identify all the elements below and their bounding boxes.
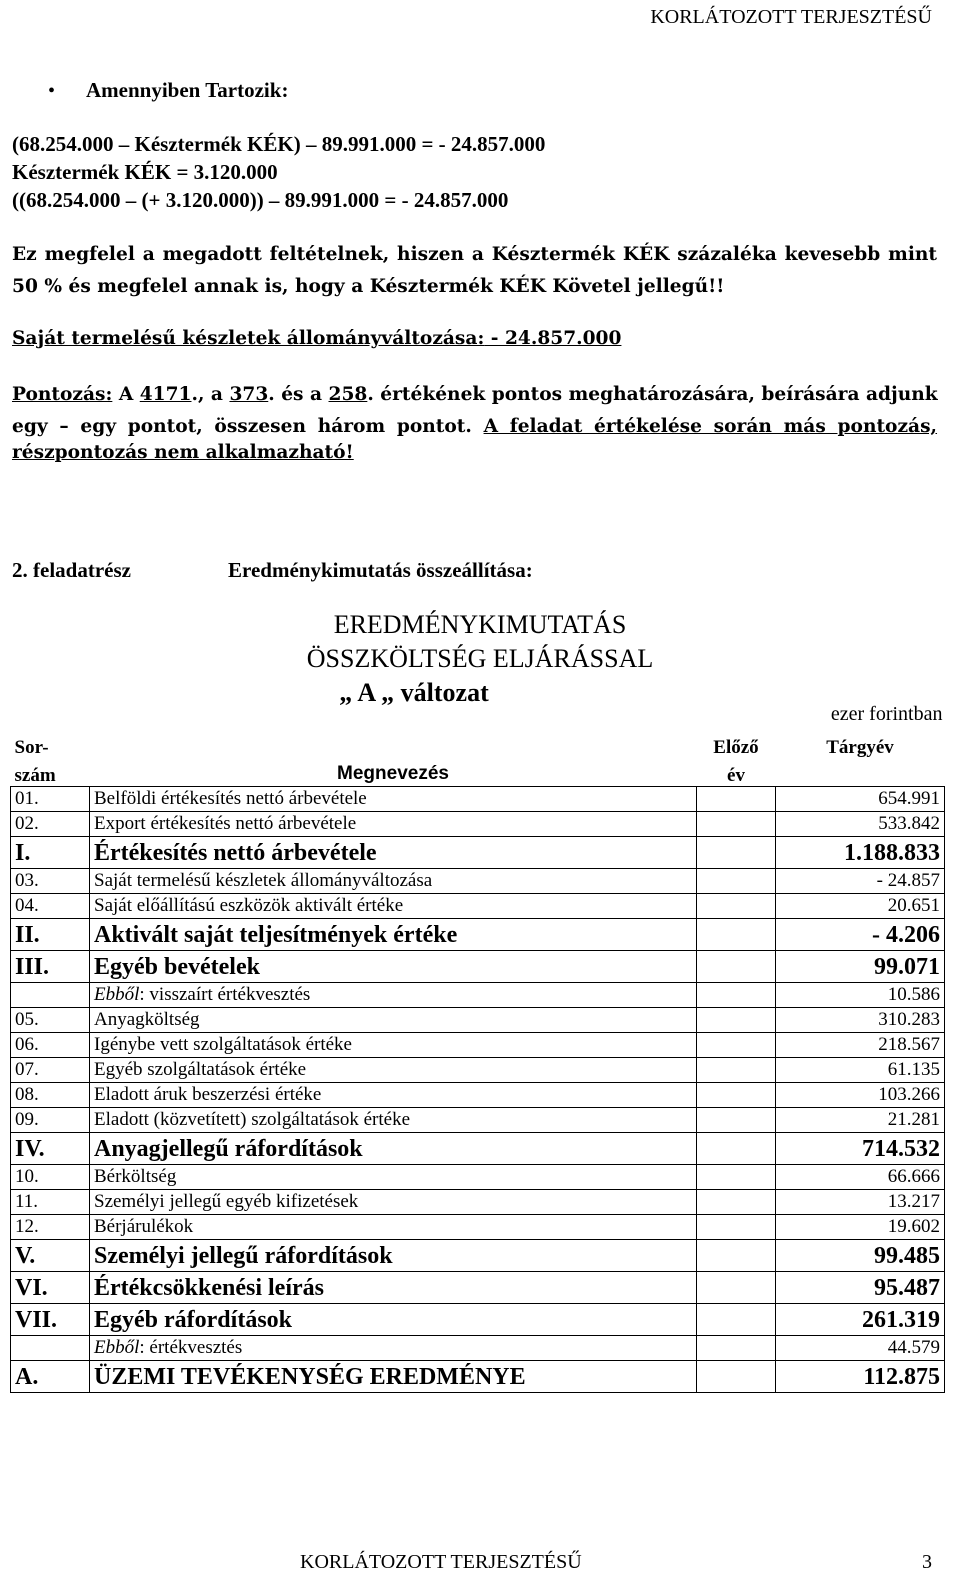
row-code: 08. [11, 1083, 90, 1108]
row-name-rest: : visszaírt értékvesztés [139, 984, 311, 1005]
row-code: VII. [11, 1304, 90, 1336]
row-cur-value: 261.319 [776, 1304, 945, 1336]
table-header-row [11, 736, 945, 787]
row-name: Értékcsökkenési leírás [90, 1272, 697, 1304]
stock-change-line [12, 328, 621, 349]
row-prev-value [697, 951, 776, 983]
row-name: Személyi jellegű ráfordítások [90, 1240, 697, 1272]
table-row [11, 787, 945, 812]
scoring-line-2a: egy – egy pontot, összesen három pontot. [12, 416, 484, 437]
row-code: 02. [11, 812, 90, 837]
row-code: III. [11, 951, 90, 983]
scoring-line-3 [12, 442, 354, 463]
row-prev-value [697, 1361, 776, 1393]
table-row [11, 1033, 945, 1058]
scoring-line-3-text: részpontozás nem alkalmazható! [12, 442, 354, 463]
scoring-prefix: A [112, 384, 140, 405]
table-row [11, 1336, 945, 1361]
row-cur-value: 10.586 [776, 983, 945, 1008]
table-row [11, 812, 945, 837]
row-cur-value: 99.485 [776, 1240, 945, 1272]
section-name: Eredménykimutatás összeállítása: [228, 558, 533, 582]
row-name: Eladott (közvetített) szolgáltatások értéke [90, 1108, 697, 1133]
row-code: I. [11, 837, 90, 869]
bullet-icon: • [48, 80, 56, 102]
row-cur-value: 310.283 [776, 1008, 945, 1033]
income-statement-table [10, 703, 945, 1393]
row-code [11, 1336, 90, 1361]
stock-change-label: Saját termelésű készletek állományváltozása: [12, 328, 485, 349]
row-cur-value: 19.602 [776, 1215, 945, 1240]
row-prev-value [697, 1133, 776, 1165]
row-code: VI. [11, 1272, 90, 1304]
row-name [90, 983, 697, 1008]
row-cur-value: 95.487 [776, 1272, 945, 1304]
row-name: Értékesítés nettó árbevétele [90, 837, 697, 869]
scoring-item-3: 258 [328, 384, 368, 405]
row-code: II. [11, 919, 90, 951]
row-cur-value: 533.842 [776, 812, 945, 837]
row-name-rest: : értékvesztés [139, 1337, 243, 1358]
row-prev-value [697, 837, 776, 869]
row-code: A. [11, 1361, 90, 1393]
scoring-rest: . értékének pontos meghatározására, beírására adjunk [367, 384, 938, 405]
row-prev-value [697, 1008, 776, 1033]
row-code: 12. [11, 1215, 90, 1240]
row-cur-value: 44.579 [776, 1336, 945, 1361]
row-prev-value [697, 1304, 776, 1336]
row-cur-value: 1.188.833 [776, 837, 945, 869]
row-prev-value [697, 1083, 776, 1108]
row-code [11, 983, 90, 1008]
row-cur-value: - 24.857 [776, 869, 945, 894]
row-cur-value: 103.266 [776, 1083, 945, 1108]
row-name-italic: Ebből [94, 984, 140, 1005]
table-row [11, 869, 945, 894]
row-cur-value: 654.991 [776, 787, 945, 812]
row-prev-value [697, 1215, 776, 1240]
row-prev-value [697, 1190, 776, 1215]
row-cur-value: 20.651 [776, 894, 945, 919]
row-name: Saját termelésű készletek állományváltozása [90, 869, 697, 894]
col-prev-header [697, 736, 776, 787]
table-row [11, 837, 945, 869]
scoring-sep-1: ., a [191, 384, 230, 405]
row-name: Saját előállítású eszközök aktivált értéke [90, 894, 697, 919]
row-cur-value: 99.071 [776, 951, 945, 983]
row-prev-value [697, 1336, 776, 1361]
scoring-sep-2: . és a [268, 384, 329, 405]
explain-line-1: Ez megfelel a megadott feltételnek, hiszen a Késztermék KÉK százaléka kevesebb mint [12, 244, 937, 265]
header-classification: KORLÁTOZOTT TERJESZTÉSŰ [650, 6, 932, 28]
row-cur-value: 61.135 [776, 1058, 945, 1083]
row-cur-value: - 4.206 [776, 919, 945, 951]
row-name: Belföldi értékesítés nettó árbevétele [90, 787, 697, 812]
table-row [11, 1361, 945, 1393]
row-prev-value [697, 1272, 776, 1304]
stock-change-value: - 24.857.000 [484, 328, 622, 349]
row-cur-value: 21.281 [776, 1108, 945, 1133]
row-cur-value: 13.217 [776, 1190, 945, 1215]
bullet-label: Amennyiben Tartozik: [86, 78, 289, 102]
footer-classification: KORLÁTOZOTT TERJESZTÉSŰ [300, 1551, 582, 1573]
calc-line-1: (68.254.000 – Késztermék KÉK) – 89.991.000 = - 24.857.000 [12, 132, 546, 156]
row-cur-value: 714.532 [776, 1133, 945, 1165]
scoring-label: Pontozás: [12, 384, 113, 405]
table-row [11, 1215, 945, 1240]
row-code: 01. [11, 787, 90, 812]
calc-line-2: Késztermék KÉK = 3.120.000 [12, 160, 278, 184]
row-prev-value [697, 919, 776, 951]
row-cur-value: 218.567 [776, 1033, 945, 1058]
row-code: 03. [11, 869, 90, 894]
row-code: 11. [11, 1190, 90, 1215]
table-row [11, 1008, 945, 1033]
col-prev-header-2: év [727, 765, 745, 786]
row-name: Eladott áruk beszerzési értéke [90, 1083, 697, 1108]
row-name: Igénybe vett szolgáltatások értéke [90, 1033, 697, 1058]
col-code-header [11, 736, 90, 787]
row-prev-value [697, 787, 776, 812]
row-code: 04. [11, 894, 90, 919]
row-name: Bérjárulékok [90, 1215, 697, 1240]
row-name: Aktivált saját teljesítmények értéke [90, 919, 697, 951]
row-name: Bérköltség [90, 1165, 697, 1190]
col-prev-header-1: Előző [713, 737, 759, 758]
row-cur-value: 66.666 [776, 1165, 945, 1190]
row-prev-value [697, 894, 776, 919]
page-number: 3 [922, 1551, 932, 1573]
scoring-item-2: 373 [229, 384, 269, 405]
row-code: V. [11, 1240, 90, 1272]
row-code: 05. [11, 1008, 90, 1033]
table-body [11, 787, 945, 1393]
table-row [11, 1165, 945, 1190]
scoring-item-1: 4171 [139, 384, 192, 405]
row-cur-value: 112.875 [776, 1361, 945, 1393]
table-row [11, 1083, 945, 1108]
table-row [11, 1058, 945, 1083]
row-code: IV. [11, 1133, 90, 1165]
row-name: ÜZEMI TEVÉKENYSÉG EREDMÉNYE [90, 1361, 697, 1393]
row-name: Anyagköltség [90, 1008, 697, 1033]
table-row [11, 951, 945, 983]
row-name: Egyéb szolgáltatások értéke [90, 1058, 697, 1083]
table-row [11, 1240, 945, 1272]
explain-line-2: 50 % és megfelel annak is, hogy a Késztermék KÉK Követel jellegű!! [12, 276, 725, 297]
table-row [11, 1133, 945, 1165]
row-code: 06. [11, 1033, 90, 1058]
row-prev-value [697, 1165, 776, 1190]
row-prev-value [697, 1033, 776, 1058]
row-name: Export értékesítés nettó árbevétele [90, 812, 697, 837]
table-row [11, 919, 945, 951]
table-row [11, 1304, 945, 1336]
row-name-italic: Ebből [94, 1337, 140, 1358]
row-prev-value [697, 1240, 776, 1272]
row-prev-value [697, 983, 776, 1008]
row-code: 10. [11, 1165, 90, 1190]
row-name: Egyéb bevételek [90, 951, 697, 983]
table-row [11, 983, 945, 1008]
row-name: Anyagjellegű ráfordítások [90, 1133, 697, 1165]
scoring-line-2b: A feladat értékelése során más pontozás, [483, 416, 938, 437]
table-row [11, 894, 945, 919]
row-prev-value [697, 812, 776, 837]
row-prev-value [697, 869, 776, 894]
table-row [11, 1108, 945, 1133]
table-row [11, 1190, 945, 1215]
col-code-header-2: szám [14, 765, 56, 786]
row-code: 09. [11, 1108, 90, 1133]
row-prev-value [697, 1058, 776, 1083]
row-name: Egyéb ráfordítások [90, 1304, 697, 1336]
col-cur-header-label: Tárgyév [826, 737, 894, 758]
col-cur-header [776, 703, 945, 787]
section-part: 2. feladatrész [12, 558, 131, 582]
row-prev-value [697, 1108, 776, 1133]
col-name-header: Megnevezés [337, 763, 449, 784]
row-name: Személyi jellegű egyéb kifizetések [90, 1190, 697, 1215]
calc-line-3: ((68.254.000 – (+ 3.120.000)) – 89.991.000 = - 24.857.000 [12, 188, 509, 212]
title-line-2: ÖSSZKÖLTSÉG ELJÁRÁSSAL [306, 644, 654, 673]
title-line-1: EREDMÉNYKIMUTATÁS [333, 610, 627, 639]
title-line-3: „ A „ változat [339, 678, 489, 707]
row-code: 07. [11, 1058, 90, 1083]
unit-label: ezer forintban [830, 703, 943, 725]
col-code-header-1: Sor- [14, 737, 49, 758]
row-name [90, 1336, 697, 1361]
table-row [11, 1272, 945, 1304]
scoring-line-1 [12, 384, 937, 405]
scoring-line-2 [12, 416, 937, 437]
